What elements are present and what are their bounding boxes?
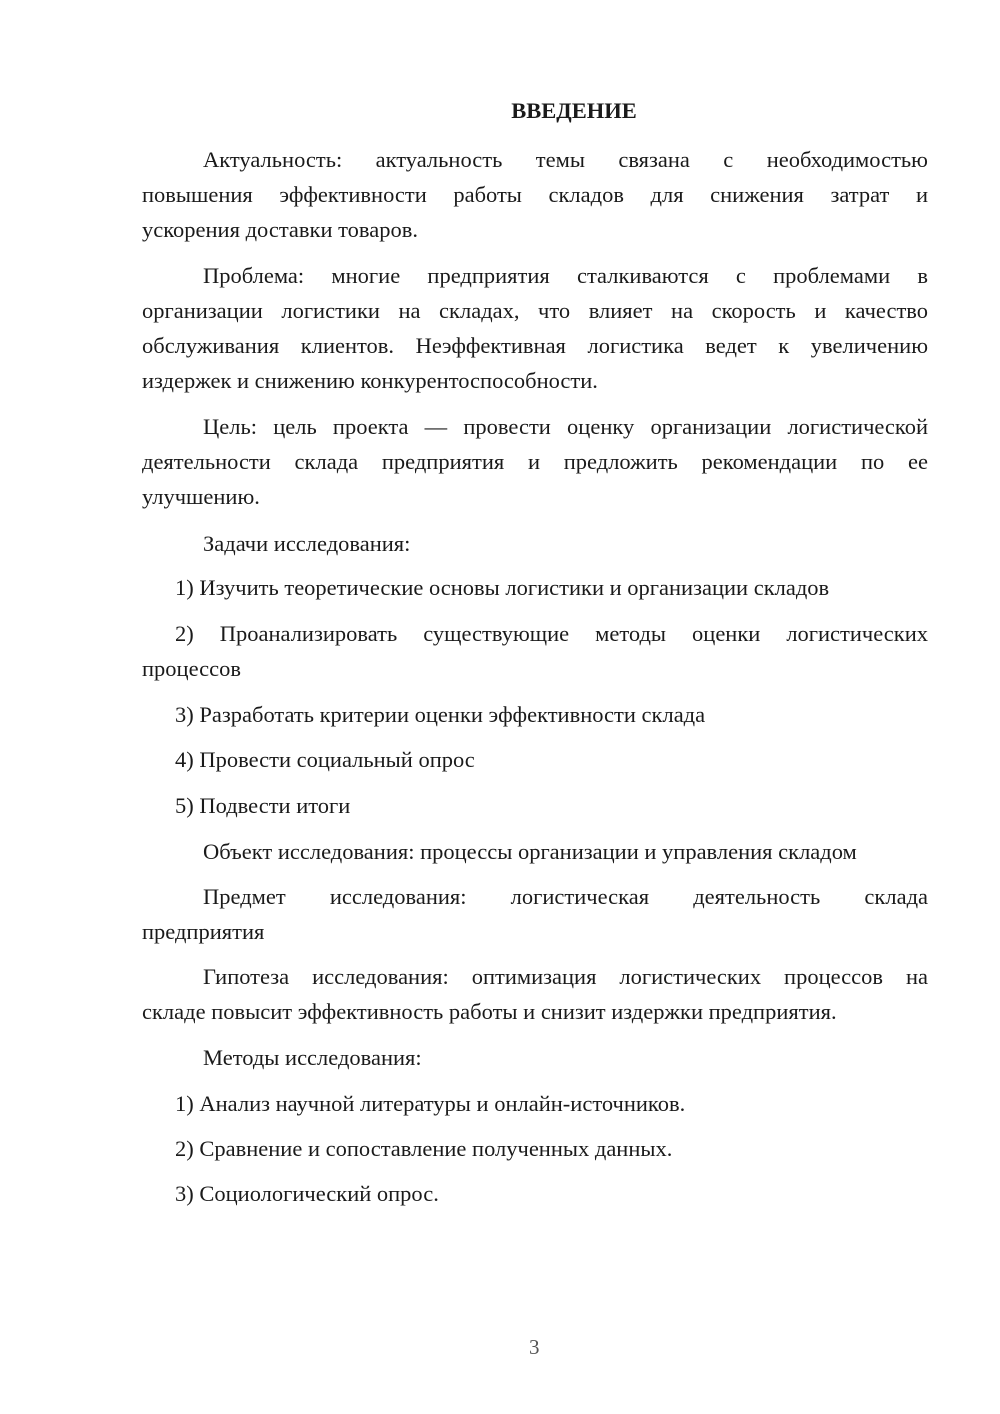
problem-line-2: организации логистики на складах, что влияет на скорость и качество [142,298,928,323]
problem-line-3: обслуживания клиентов. Неэффективная логистика ведет к увеличению [142,333,928,358]
research-subject-line-1: Предмет исследования: логистическая деятельность склада [203,884,928,909]
relevance-line-2: повышения эффективности работы складов для снижения затрат и [142,182,928,207]
task-item-4: 4) Провести социальный опрос [175,747,475,772]
goal-line-1: Цель: цель проекта — провести оценку организации логистической [203,414,928,439]
research-subject-line-2: предприятия [142,919,265,944]
tasks-title: Задачи исследования: [203,531,411,556]
page-number: 3 [529,1335,540,1359]
task-item-2-continued: процессов [142,656,241,681]
hypothesis-line-1: Гипотеза исследования: оптимизация логистических процессов на [203,964,928,989]
task-item-3: 3) Разработать критерии оценки эффективности склада [175,702,706,727]
relevance-line-1: Актуальность: актуальность темы связана с необходимостью [203,147,928,172]
section-heading: ВВЕДЕНИЕ [511,98,637,123]
task-item-2: 2) Проанализировать существующие методы оценки логистических [175,621,928,646]
methods-title: Методы исследования: [203,1045,422,1070]
task-item-1: 1) Изучить теоретические основы логистики и организации складов [175,575,830,600]
problem-line-1: Проблема: многие предприятия сталкиваются с проблемами в [203,263,928,288]
hypothesis-line-2: складе повысит эффективность работы и снизит издержки предприятия. [142,999,837,1024]
research-object: Объект исследования: процессы организации и управления складом [203,839,857,864]
goal-line-2: деятельности склада предприятия и предложить рекомендации по ее [142,449,928,474]
relevance-line-3: ускорения доставки товаров. [142,217,418,242]
task-item-5: 5) Подвести итоги [175,793,351,818]
problem-line-4: издержек и снижению конкурентоспособности. [142,368,598,393]
method-item-1: 1) Анализ научной литературы и онлайн-источников. [175,1091,686,1116]
goal-line-3: улучшению. [142,484,260,509]
method-item-3: 3) Социологический опрос. [175,1181,439,1206]
method-item-2: 2) Сравнение и сопоставление полученных данных. [175,1136,673,1161]
